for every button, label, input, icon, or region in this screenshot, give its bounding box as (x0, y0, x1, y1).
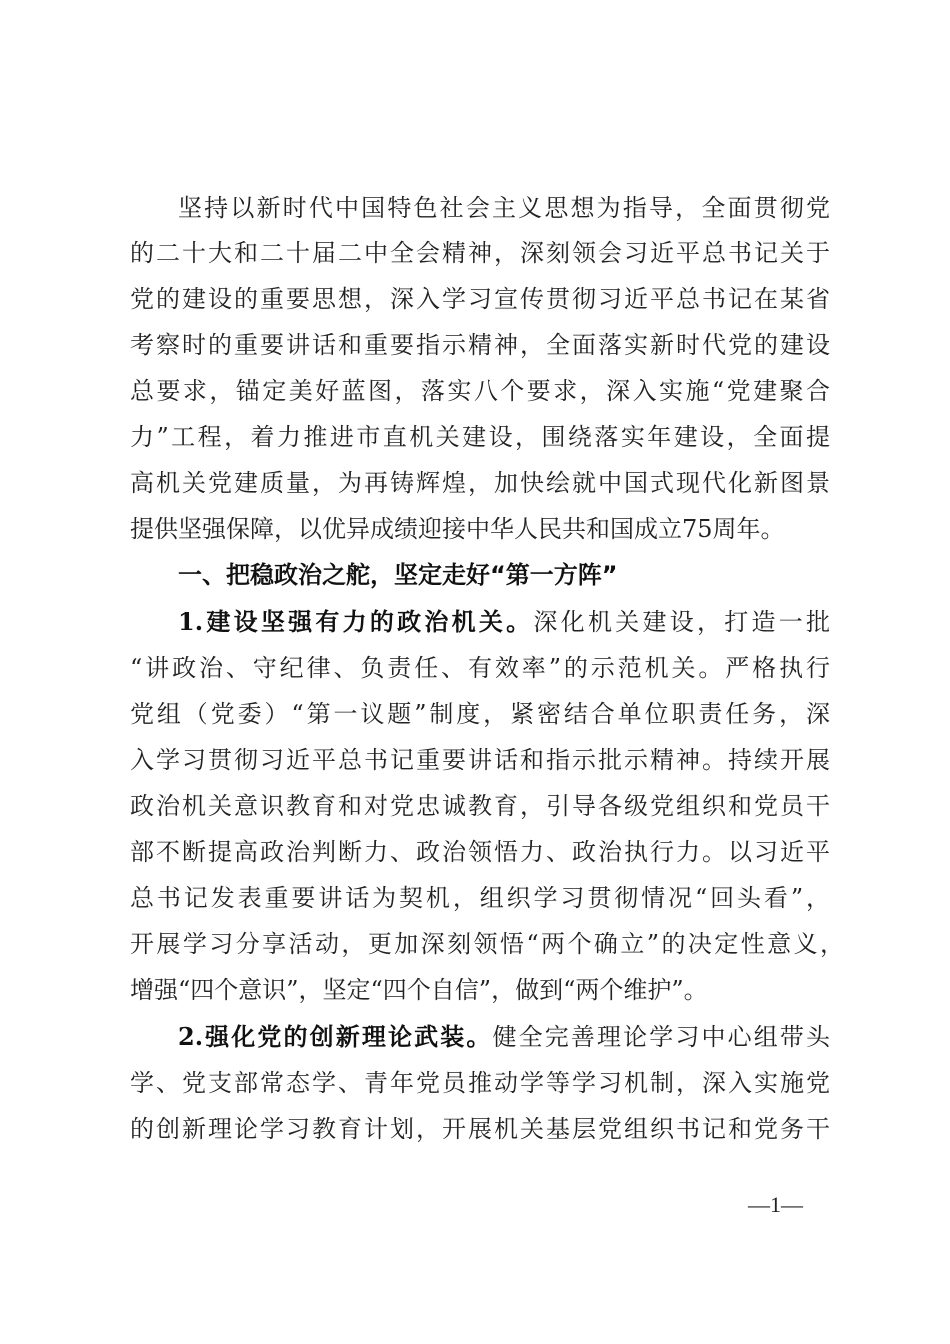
item1-line-4: 入学习贯彻习近平总书记重要讲话和指示批示精神。持续开展 (130, 746, 830, 774)
intro-line-7: 高机关党建质量，为再铸辉煌，加快绘就中国式现代化新图景 (130, 469, 830, 497)
item2-line-2: 学、党支部常态学、青年党员推动学等学习机制，深入实施党 (130, 1069, 830, 1097)
item1-title: 1.建设坚强有力的政治机关。 (178, 607, 534, 636)
item2-title: 2.强化党的创新理论武装。 (178, 1022, 493, 1051)
intro-line-3: 党的建设的重要思想，深入学习宣传贯彻习近平总书记在某省 (130, 285, 830, 313)
item1-line-8: 开展学习分享活动，更加深刻领悟“两个确立”的决定性意义， (130, 930, 844, 958)
item1-first-line-rest: 深化机关建设，打造一批 (533, 608, 831, 636)
section-heading: 一、把稳政治之舵，坚定走好“第一方阵” (178, 561, 618, 589)
intro-line-6: 力”工程，着力推进市直机关建设，围绕落实年建设，全面提 (130, 423, 830, 451)
intro-line-1: 坚持以新时代中国特色社会主义思想为指导，全面贯彻党 (178, 194, 830, 222)
intro-line-2: 的二十大和二十届二中全会精神，深刻领会习近平总书记关于 (130, 239, 830, 267)
item1-line-7: 总书记发表重要讲话为契机，组织学习贯彻情况“回头看”， (130, 884, 830, 912)
intro-line-5: 总要求，锚定美好蓝图，落实八个要求，深入实施“党建聚合 (130, 377, 830, 405)
intro-line-8: 提供坚强保障，以优异成绩迎接中华人民共和国成立75周年。 (130, 515, 785, 543)
item1-line-5: 政治机关意识教育和对党忠诚教育，引导各级党组织和党员干 (130, 792, 830, 820)
item2-first-line (178, 1022, 830, 1052)
item1-first-line (178, 607, 830, 637)
item2-line-3: 的创新理论学习教育计划，开展机关基层党组织书记和党务干 (130, 1115, 830, 1143)
item1-line-3: 党组（党委）“第一议题”制度，紧密结合单位职责任务，深 (130, 700, 830, 728)
item1-line-6: 部不断提高政治判断力、政治领悟力、政治执行力。以习近平 (130, 838, 830, 866)
item1-line-2: “讲政治、守纪律、负责任、有效率”的示范机关。严格执行 (130, 654, 830, 682)
page-number: —1— (748, 1192, 803, 1217)
item2-first-line-rest: 健全完善理论学习中心组带头 (492, 1023, 830, 1051)
item1-line-9: 增强“四个意识”，坚定“四个自信”，做到“两个维护”。 (130, 976, 708, 1004)
intro-line-4: 考察时的重要讲话和重要指示精神，全面落实新时代党的建设 (130, 331, 830, 359)
